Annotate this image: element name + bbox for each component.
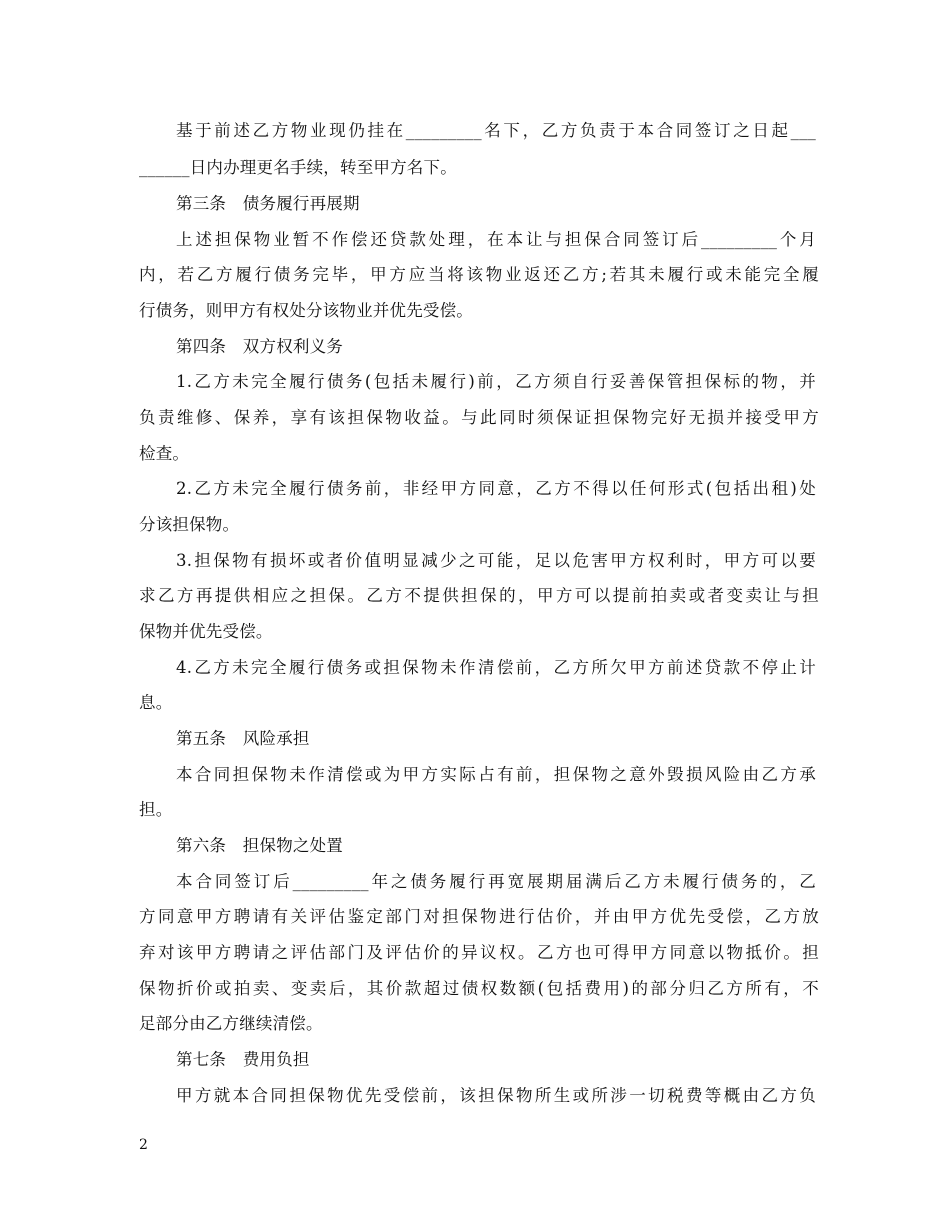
paragraph-line: 本合同担保物未作清偿或为甲方实际占有前，担保物之意外毁损风险由乙方承	[176, 765, 816, 784]
paragraph-line: 2.乙方未完全履行债务前，非经甲方同意，乙方不得以任何形式(包括出租)处	[176, 479, 816, 498]
section-heading: 第三条 债务履行再展期	[176, 194, 360, 213]
paragraph-line: 担。	[139, 800, 173, 819]
section-heading: 第四条 双方权利义务	[176, 337, 343, 356]
paragraph-line: 足部分由乙方继续清偿。	[139, 1014, 323, 1033]
paragraph-line: 甲方就本合同担保物优先受偿前，该担保物所生或所涉一切税费等概由乙方负	[176, 1086, 816, 1105]
paragraph-line: 1.乙方未完全履行债务(包括未履行)前，乙方须自行妥善保管担保标的物，并	[176, 372, 816, 391]
paragraph-line: 分该担保物。	[139, 515, 240, 534]
section-heading: 第六条 担保物之处置	[176, 836, 343, 855]
page-number: 2	[139, 1137, 148, 1153]
paragraph-line: 内，若乙方履行债务完毕，甲方应当将该物业返还乙方;若其未履行或未能完全履	[139, 265, 819, 284]
paragraph-line: ______日内办理更名手续，转至甲方名下。	[139, 158, 457, 177]
paragraph-line: 息。	[139, 693, 173, 712]
paragraph-line: 保物折价或拍卖、变卖后，其价款超过债权数额(包括费用)的部分归乙方所有，不	[139, 979, 819, 998]
paragraph-line: 行债务，则甲方有权处分该物业并优先受偿。	[139, 301, 473, 320]
paragraph-line: 上述担保物业暂不作偿还贷款处理，在本让与担保合同签订后_________个月	[176, 230, 816, 249]
paragraph-line: 3.担保物有损坏或者价值明显减少之可能，足以危害甲方权利时，甲方可以要	[176, 551, 816, 570]
section-heading: 第七条 费用负担	[176, 1050, 310, 1069]
paragraph-line: 求乙方再提供相应之担保。乙方不提供担保的，甲方可以提前拍卖或者变卖让与担	[139, 586, 819, 605]
paragraph-line: 负责维修、保养，享有该担保物收益。与此同时须保证担保物完好无损并接受甲方	[139, 408, 819, 427]
paragraph-line: 本合同签订后_________年之债务履行再宽展期届满后乙方未履行债务的，乙	[176, 872, 816, 891]
paragraph-line: 弃对该甲方聘请之评估部门及评估价的异议权。乙方也可得甲方同意以物抵价。担	[139, 943, 819, 962]
paragraph-line: 检查。	[139, 444, 190, 463]
paragraph-line: 4.乙方未完全履行债务或担保物未作清偿前，乙方所欠甲方前述贷款不停止计	[176, 658, 816, 677]
paragraph-line: 基于前述乙方物业现仍挂在_________名下，乙方负责于本合同签订之日起___	[176, 121, 816, 140]
paragraph-line: 保物并优先受偿。	[139, 622, 273, 641]
paragraph-line: 方同意甲方聘请有关评估鉴定部门对担保物进行估价，并由甲方优先受偿，乙方放	[139, 907, 819, 926]
section-heading: 第五条 风险承担	[176, 729, 310, 748]
